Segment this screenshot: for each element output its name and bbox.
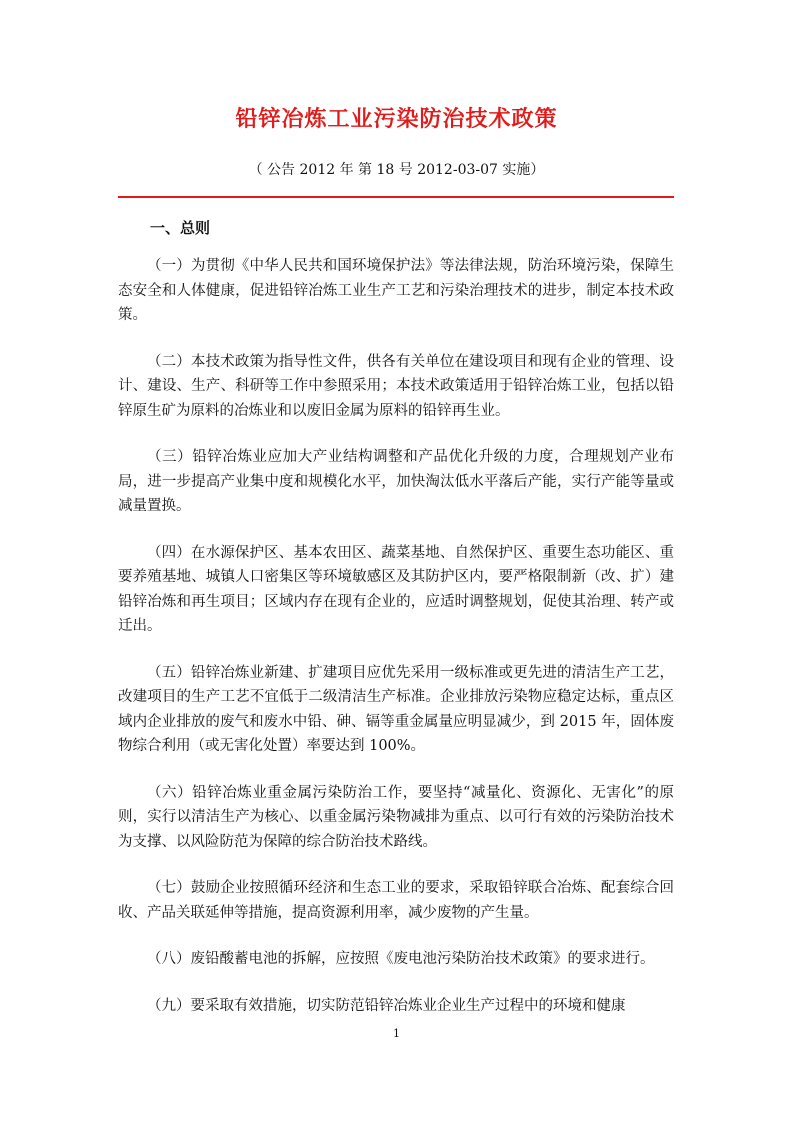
paragraph-7: （七）鼓励企业按照循环经济和生态工业的要求，采取铅锌联合冶炼、配套综合回收、产品关联延伸等措施，提高资源利用率，减少废物的产生量。 [118, 880, 674, 921]
paragraph-5: （五）铅锌冶炼业新建、扩建项目应优先采用一级标准或更先进的清洁生产工艺，改建项目的生产工艺不宜低于二级清洁生产标准。企业排放污染物应稳定达标，重点区域内企业排放的废气和废水中铅、砷、镉等重金属量应明显减少，到 2015 年，固体废物综合利用（或无害化处置）率要达到 100%。 [118, 664, 674, 754]
paragraph-4: （四）在水源保护区、基本农田区、蔬菜基地、自然保护区、重要生态功能区、重要养殖基地、城镇人口密集区等环境敏感区及其防护区内，要严格限制新（改、扩）建铅锌冶炼和再生项目；区域内存在现有企业的，应适时调整规划，促使其治理、转产或迁出。 [118, 544, 674, 634]
body-text [118, 254, 674, 1040]
paragraph-8: （八）废铅酸蓄电池的拆解，应按照《废电池污染防治技术政策》的要求进行。 [147, 951, 655, 967]
document-subtitle: （ 公告 2012 年 第 18 号 2012-03-07 实施） [248, 162, 545, 178]
paragraph-1: （一）为贯彻《中华人民共和国环境保护法》等法律法规，防治环境污染，保障生态安全和人体健康，促进铅锌冶炼工业生产工艺和污染治理技术的进步，制定本技术政策。 [118, 258, 674, 323]
page-number: 1 [393, 1027, 400, 1040]
paragraph-3: （三）铅锌冶炼业应加大产业结构调整和产品优化升级的力度，合理规划产业布局，进一步提高产业集中度和规模化水平，加快淘汰低水平落后产能，实行产能等量或减量置换。 [118, 449, 674, 514]
title-divider [118, 196, 674, 198]
paragraph-6: （六）铅锌冶炼业重金属污染防治工作，要坚持“减量化、资源化、无害化”的原则，实行以清洁生产为核心、以重金属污染物减排为重点、以可行有效的污染防治技术为支撑、以风险防范为保障的综合防治技术路线。 [118, 784, 674, 850]
section-heading-general: 一、总则 [150, 219, 211, 237]
paragraph-2: （二）本技术政策为指导性文件，供各有关单位在建设项目和现有企业的管理、设计、建设、生产、科研等工作中参照采用；本技术政策适用于铅锌冶炼工业，包括以铅锌原生矿为原料的冶炼业和以废旧金属为原料的铅锌再生业。 [118, 353, 674, 419]
document-title: 铅锌冶炼工业污染防治技术政策 [235, 107, 558, 132]
paragraph-9: （九）要采取有效措施，切实防范铅锌冶炼业企业生产过程中的环境和健康 [147, 997, 626, 1014]
